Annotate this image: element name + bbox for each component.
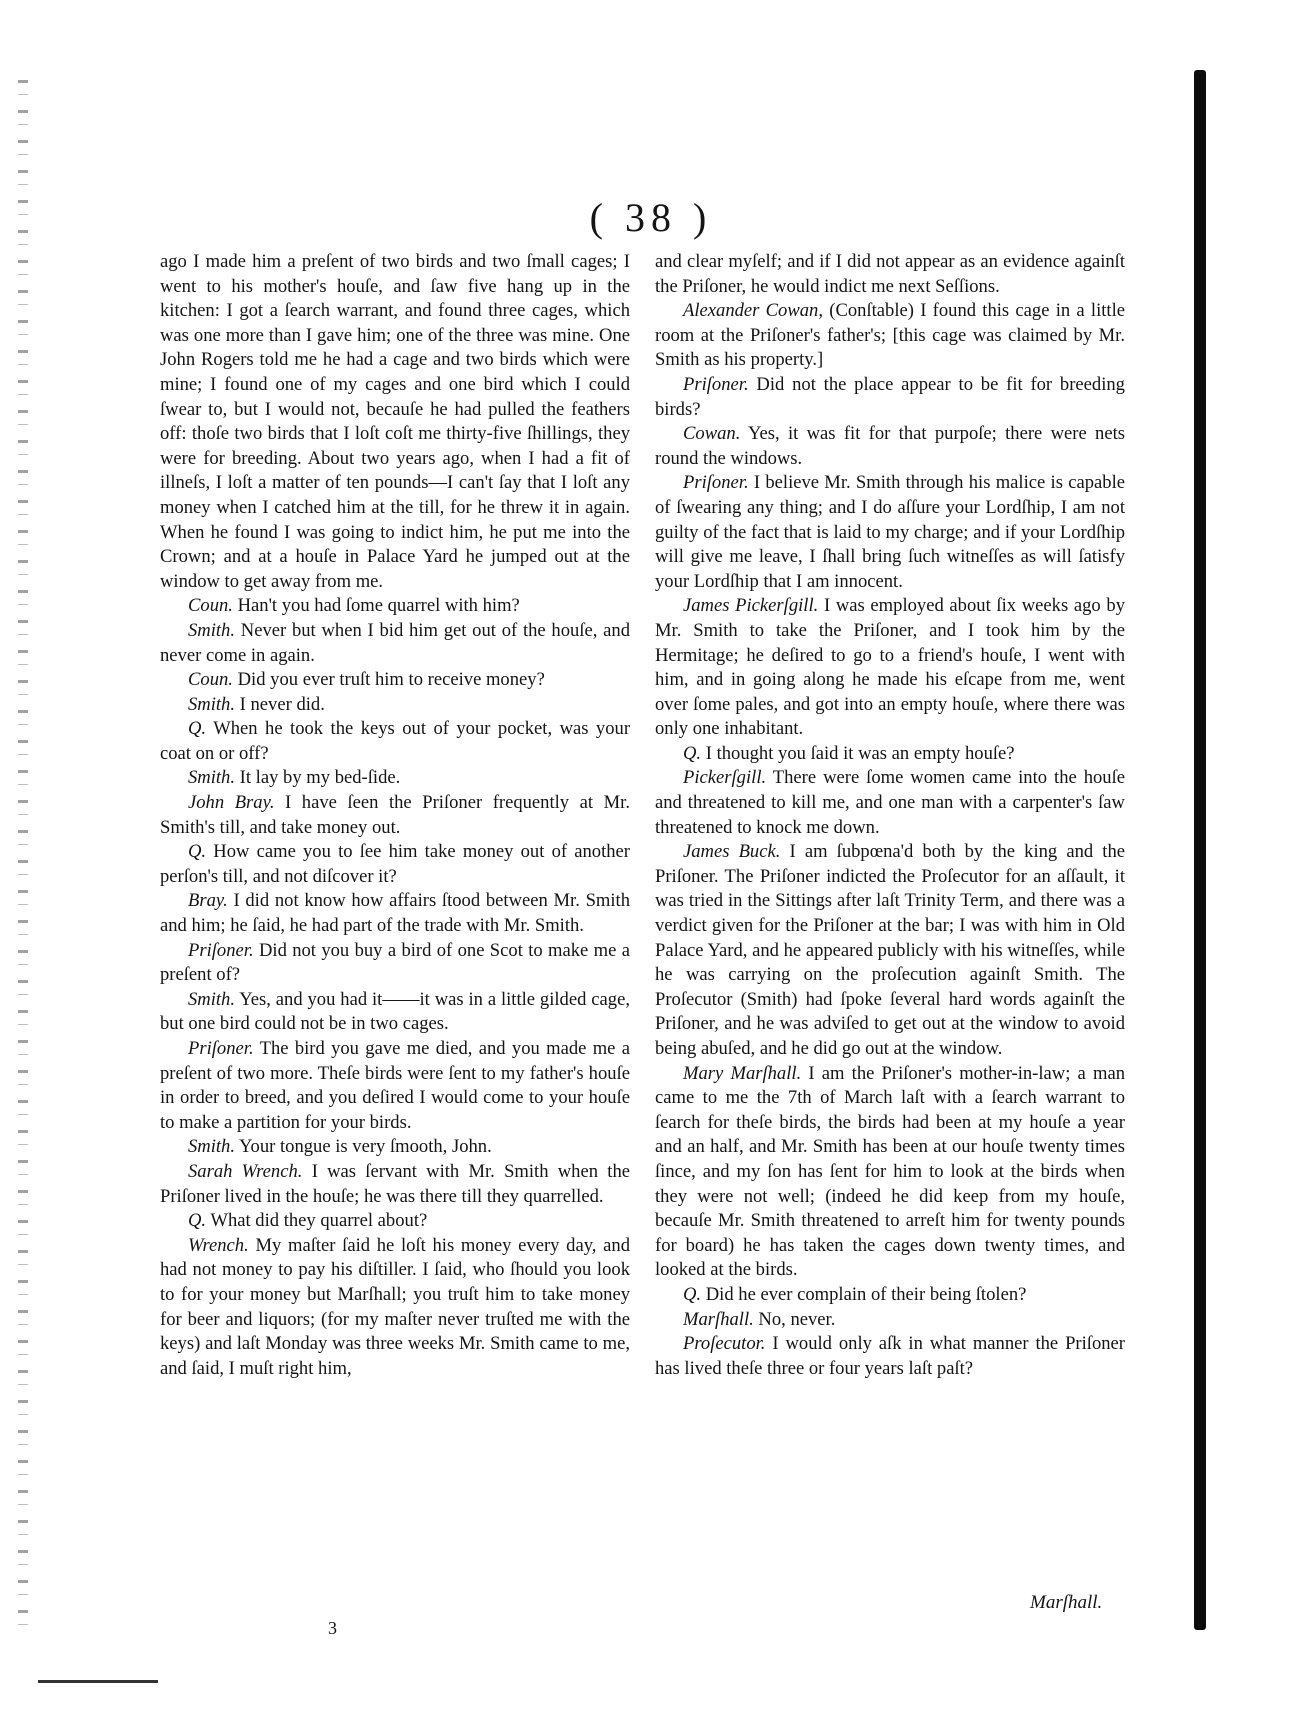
paragraph-text: Did you ever truſt him to receive money? (237, 669, 545, 691)
paragraph (655, 1332, 1125, 1381)
paragraph-text: I was employed about ſix weeks ago by Mr. Smith to take the Priſoner, and I took him by the Hermitage; he deſired to go to a friend's houſe, I went with him, and in going along he made his eſcape from me, went over ſome pales, and got into an empty houſe, where there was only one inhabitant. (655, 595, 1125, 740)
speaker-name: Wrench. (188, 1234, 249, 1256)
page-number: ( 38 ) (589, 195, 713, 240)
paragraph-text: It lay by my bed-ſide. (239, 767, 401, 789)
paragraph-text: Your tongue is very ſmooth, John. (238, 1136, 492, 1158)
paragraph-text: No, never. (758, 1308, 836, 1330)
scan-bottom-rule (38, 1680, 158, 1683)
paragraph-text: (Conſtable) I found this cage in a little room at the Priſoner's father's; [this cage was claimed by Mr. Smith as his property.] (655, 300, 1126, 371)
paragraph-text: I never did. (239, 693, 325, 715)
paragraph-text: The bird you gave me died, and you made me a preſent of two more. Theſe birds were ſent to my father's houſe in order to breed, and you deſired I would come to your houſe to make a partition for your birds. (160, 1038, 630, 1133)
binding-shadow-bar (1194, 70, 1206, 1630)
speaker-name: Priſoner. (188, 1038, 254, 1059)
left-column (160, 250, 630, 1381)
speaker-name: Smith. (188, 988, 236, 1010)
paragraph (655, 471, 1125, 594)
paragraph (160, 1135, 630, 1160)
paragraph-text: I did not know how affairs ſtood between Mr. Smith and him; he ſaid, he had part of the trade with Mr. Smith. (160, 890, 631, 937)
paragraph-text: I have ſeen the Priſoner frequently at Mr. Smith's till, and take money out. (160, 792, 630, 838)
speaker-name: Q. (188, 718, 207, 740)
scan-left-edge (18, 80, 28, 1640)
speaker-name: Cowan. (683, 423, 741, 445)
speaker-name: Coun. (188, 669, 233, 691)
paragraph (655, 250, 1125, 299)
speaker-name: Smith. (188, 1136, 236, 1158)
paragraph-text: My maſter ſaid he loſt his money every day, and had not money to pay his diſtiller. I ſaid, who ſhould you look to for your money but Marſhall; you truſt him to take money for beer and liquors; (for my maſter never truſted me with the keys) and laſt Monday was three weeks Mr. Smith came to me, and ſaid, I muſt right him, (160, 1234, 630, 1379)
paragraph (655, 422, 1125, 471)
paragraph (655, 594, 1125, 742)
paragraph-text: I was ſervant with Mr. Smith when the Priſoner lived in the houſe; he was there till they quarrelled. (160, 1160, 630, 1207)
speaker-name: John Bray. (188, 792, 275, 814)
speaker-name: Bray. (188, 890, 228, 912)
paragraph (655, 1308, 1125, 1333)
paragraph (160, 693, 630, 718)
paragraph (160, 1234, 630, 1382)
paragraph-text: I believe Mr. Smith through his malice is capable of ſwearing any thing; and I do aſſure your Lordſhip, I am not guilty of the fact that is laid to my charge; and if your Lordſhip will give me leave, I ſhall bring ſuch witneſſes as will ſatisfy your Lordſhip that I am innocent. (655, 472, 1125, 592)
speaker-name: Priſoner. (683, 373, 749, 395)
paragraph (655, 299, 1125, 373)
paragraph-text: Han't you had ſome quarrel with him? (237, 595, 520, 617)
paragraph (655, 1283, 1125, 1308)
catchword: Marſhall. (1030, 1592, 1103, 1613)
speaker-name: Smith. (188, 693, 236, 715)
paragraph (160, 594, 630, 619)
speaker-name: Pickerſgill. (683, 767, 767, 789)
paragraph-text: There were ſome women came into the houſe and threatened to kill me, and one man with a carpenter's ſaw threatened to knock me down. (655, 767, 1126, 838)
speaker-name: Marſhall. (683, 1308, 754, 1330)
paragraph-text: Yes, it was fit for that purpoſe; there were nets round the windows. (655, 423, 1125, 469)
speaker-name: Sarah Wrench. (188, 1160, 303, 1182)
paragraph (160, 668, 630, 693)
paragraph (160, 939, 630, 988)
paragraph-text: When he took the keys out of your pocket, was your coat on or off? (160, 718, 631, 764)
paragraph-text: I thought you ſaid it was an empty houſe? (705, 742, 1015, 764)
right-column (655, 250, 1125, 1381)
paragraph (160, 619, 630, 668)
speaker-name: Smith. (188, 767, 236, 789)
signature-mark: 3 (328, 1618, 337, 1638)
paragraph-text: Did he ever complain of their being ſtolen? (705, 1283, 1027, 1305)
paragraph (160, 717, 630, 766)
paragraph (160, 1037, 630, 1135)
speaker-name: Proſecutor. (683, 1333, 766, 1355)
paragraph-text: Did not the place appear to be fit for breeding birds? (655, 373, 1125, 420)
paragraph-text: Never but when I bid him get out of the houſe, and never come in again. (160, 619, 630, 666)
paragraph (655, 766, 1125, 840)
paragraph (655, 840, 1125, 1061)
paragraph (160, 1160, 630, 1209)
speaker-name: James Pickerſgill. (683, 595, 819, 617)
speaker-name: Priſoner. (188, 939, 254, 961)
speaker-name: Q. (188, 841, 207, 863)
speaker-name: Priſoner. (683, 472, 749, 494)
paragraph (160, 840, 630, 889)
paragraph-text: I am the Priſoner's mother-in-law; a man came to me the 7th of March laſt with a ſearch warrant to ſearch for theſe birds, the birds had been at my houſe a year and an half, and Mr. Smith has been at our houſe twenty times ſince, and my ſon has ſent for him to look at the birds when they were not well; (indeed he did keep from my houſe, becauſe Mr. Smith threatened to arreſt him for twenty pounds for board) he has taken the cages down twenty times, and looked at the birds. (655, 1062, 1125, 1281)
paragraph-text: How came you to ſee him take money out of another perſon's till, and not diſcover it? (160, 841, 630, 887)
paragraph-text: What did they quarrel about? (210, 1210, 428, 1232)
paragraph (160, 988, 630, 1037)
speaker-name: Q. (188, 1210, 207, 1232)
paragraph (160, 889, 630, 938)
speaker-name: Alexander Cowan, (683, 300, 824, 322)
paragraph (655, 1062, 1125, 1283)
paragraph-text: Yes, and you had it——it was in a little gilded cage, but one bird could not be in two cages. (160, 988, 630, 1035)
paragraph (655, 742, 1125, 767)
paragraph (160, 766, 630, 791)
speaker-name: Q. (683, 1283, 702, 1305)
paragraph-text: Did not you buy a bird of one Scot to make me a preſent of? (160, 939, 630, 986)
paragraph-text: I am ſubpœna'd both by the king and the Priſoner. The Priſoner indicted the Proſecutor for an aſſault, it was tried in the Sittings after laſt Trinity Term, and there was a verdict given for the Priſoner at the bar; I was with him in Old Palace Yard, and he appeared publicly with his witneſſes, while he was carrying on the proſecution againſt Smith. The Proſecutor (Smith) had ſpoke ſeveral hard words againſt the Priſoner, and he was adviſed to get out at the window to avoid being abuſed, and he did go out at the window. (655, 841, 1125, 1059)
speaker-name: James Buck. (683, 841, 781, 863)
paragraph-text: and clear myſelf; and if I did not appear as an evidence againſt the Priſoner, he would indict me next Seſſions. (655, 251, 1125, 297)
paragraph-text: I would only aſk in what manner the Priſoner has lived theſe three or four years laſt paſt? (655, 1333, 1125, 1379)
speaker-name: Q. (683, 742, 702, 764)
speaker-name: Mary Marſhall. (683, 1062, 802, 1084)
speaker-name: Smith. (188, 619, 236, 641)
paragraph-text: ago I made him a preſent of two birds and two ſmall cages; I went to his mother's houſe, and ſaw five hang up in the kitchen: I got a ſearch warrant, and found three cages, which was one more than I gave him; one of the three was mine. One John Rogers told me he had a cage and two birds which were mine; I found one of my cages and one bird which I could ſwear to, but I would not, becauſe he had pulled the feathers off: thoſe two birds that I loſt coſt me thirty-five ſhillings, they were for breeding. About two years ago, when I had a fit of illneſs, I loſt a matter of ten pounds—I can't ſay that I loſt any money when I catched him at the till, for he threw it in again. When he found I was going to indict him, he put me into the Crown; and at a houſe in Palace Yard he jumped out at the window to get away from me. (160, 251, 630, 592)
paragraph (160, 791, 630, 840)
paragraph (655, 373, 1125, 422)
paragraph (160, 250, 630, 594)
paragraph (160, 1209, 630, 1234)
speaker-name: Coun. (188, 595, 233, 617)
